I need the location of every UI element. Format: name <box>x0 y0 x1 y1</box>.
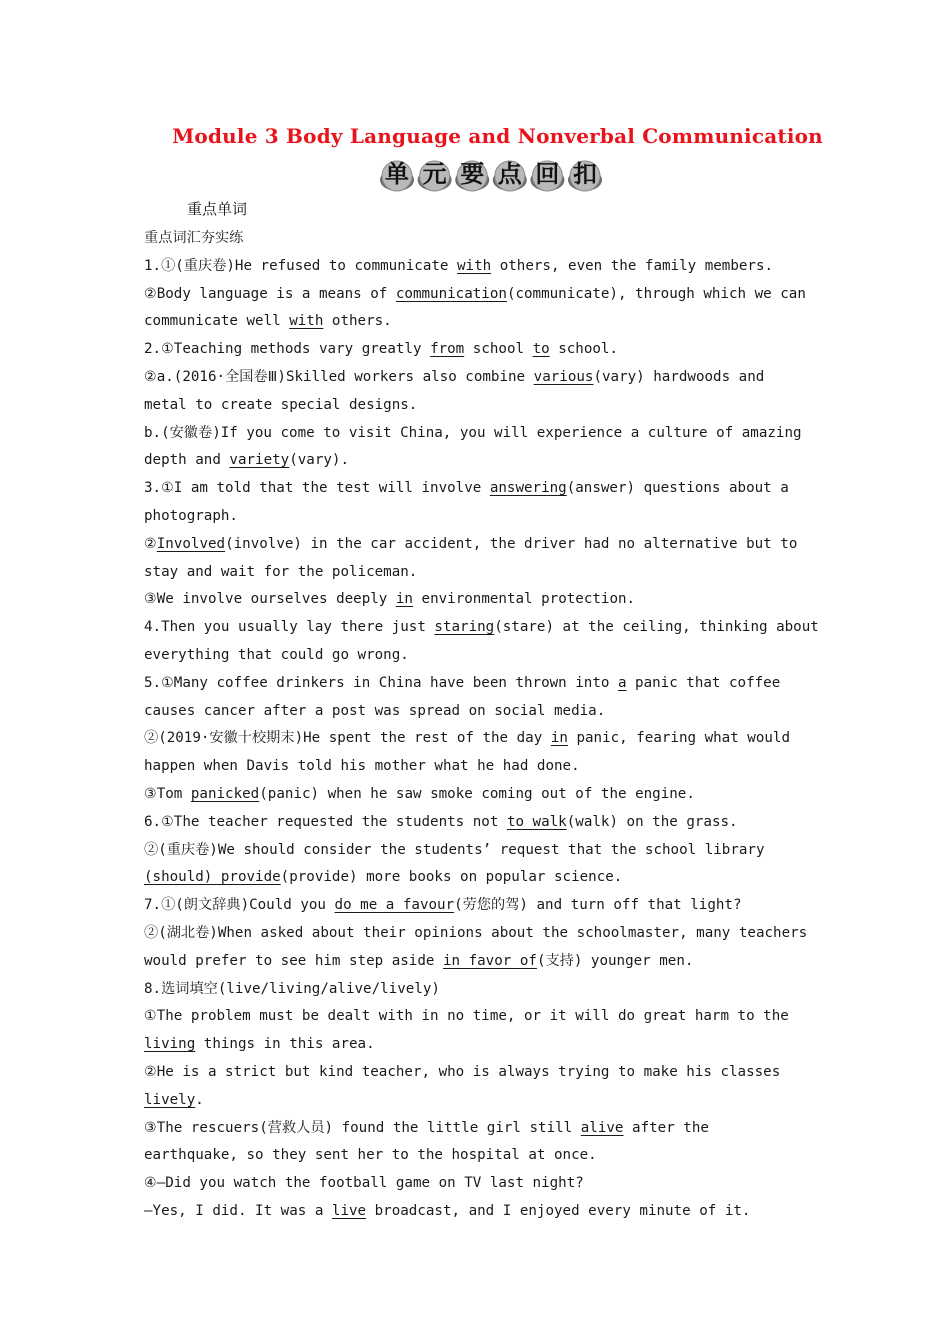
exercise-line <box>144 698 824 726</box>
answer-blank: in <box>550 730 568 747</box>
banner-char: 回 <box>535 160 560 188</box>
line-text: ②a.(2016·全国卷Ⅲ)Skilled workers also combine <box>144 368 534 385</box>
line-text: . <box>195 1091 204 1108</box>
exercise-line <box>144 1059 824 1087</box>
line-text: (panic) when he saw smoke coming out of the engine. <box>259 785 695 802</box>
exercise-line <box>144 531 824 559</box>
line-text: ②Body language is a means of <box>144 285 396 302</box>
exercise-line <box>144 864 824 892</box>
exercise-line <box>144 281 824 309</box>
exercise-line <box>144 1198 824 1226</box>
exercise-content <box>144 225 824 1226</box>
line-text: ② <box>144 535 157 552</box>
exercise-line <box>144 948 824 976</box>
line-text: ②(湖北卷)When asked about their opinions about the schoolmaster, many teachers <box>144 924 808 941</box>
answer-blank: communication <box>395 285 507 302</box>
line-text: panic, fearing what would <box>567 730 790 747</box>
answer-blank: variety <box>229 452 290 469</box>
answer-blank: do me a favour <box>334 897 455 914</box>
exercise-line <box>144 1115 824 1143</box>
banner-graphic <box>378 156 606 192</box>
line-text: (answer) questions about a <box>566 480 789 497</box>
exercise-line <box>144 586 824 614</box>
line-text: ③Tom <box>144 785 191 802</box>
line-text: (vary) hardwoods and <box>593 368 765 385</box>
line-text: photograph. <box>144 507 238 524</box>
banner-char-badge <box>530 160 564 191</box>
answer-blank: staring <box>434 619 495 636</box>
answer-blank: (should) provide <box>144 869 281 886</box>
exercise-line <box>144 392 824 420</box>
line-text: 3.①I am told that the test will involve <box>144 480 490 497</box>
line-text: 4.Then you usually lay there just <box>144 619 435 636</box>
exercise-line <box>144 725 824 753</box>
line-text: would prefer to see him step aside <box>144 952 443 969</box>
section-heading: 重点单词 <box>187 200 248 218</box>
line-text: earthquake, so they sent her to the hospital at once. <box>144 1147 597 1164</box>
line-text: broadcast, and I enjoyed every minute of it. <box>366 1202 751 1219</box>
line-text: (communicate), through which we can <box>506 285 806 302</box>
line-text: 重点词汇夯实练 <box>144 230 244 246</box>
answer-blank: in favor of <box>442 952 537 969</box>
banner-char-badge <box>493 160 527 191</box>
line-text: school <box>464 341 533 358</box>
exercise-line <box>144 1142 824 1170</box>
line-text: metal to create special designs. <box>144 396 418 413</box>
exercise-line <box>144 1170 824 1198</box>
exercise-line <box>144 253 824 281</box>
answer-blank: Involved <box>156 535 226 552</box>
banner-char: 点 <box>497 160 522 188</box>
line-text: panic that coffee <box>626 674 781 691</box>
line-text: communicate well <box>144 313 290 330</box>
line-text: 7.①(朗文辞典)Could you <box>144 897 335 914</box>
line-text: (vary). <box>289 452 350 469</box>
answer-blank: from <box>430 341 465 358</box>
answer-blank: in <box>395 591 413 608</box>
line-text: (支持) younger men. <box>536 952 694 969</box>
line-text: (stare) at the ceiling, thinking about <box>494 619 819 636</box>
exercise-line <box>144 364 824 392</box>
exercise-line <box>144 308 824 336</box>
exercise-line <box>144 1031 824 1059</box>
exercise-line <box>144 1087 824 1115</box>
answer-blank: various <box>533 368 594 385</box>
banner-char-badge <box>380 160 414 191</box>
answer-blank: panicked <box>190 785 260 802</box>
line-text: after the <box>623 1119 709 1136</box>
banner-char-badge <box>568 160 602 191</box>
line-text: ④—Did you watch the football game on TV last night? <box>144 1175 584 1192</box>
answer-blank: a <box>617 674 627 691</box>
exercise-line <box>144 892 824 920</box>
exercise-line <box>144 225 824 253</box>
line-text: ③We involve ourselves deeply <box>144 591 396 608</box>
line-text: school. <box>549 341 619 358</box>
line-text: 2.①Teaching methods vary greatly <box>144 341 431 358</box>
line-text: (involve) in the car accident, the driver had no alternative but to <box>225 535 798 552</box>
line-text: b.(安徽卷)If you come to visit China, you will experience a culture of amazing <box>144 424 802 441</box>
line-text: others. <box>323 313 392 330</box>
line-text: 5.①Many coffee drinkers in China have been thrown into <box>144 674 618 691</box>
line-text: stay and wait for the policeman. <box>144 563 418 580</box>
exercise-line <box>144 753 824 781</box>
exercise-line <box>144 503 824 531</box>
answer-blank: to walk <box>506 813 567 830</box>
banner-char: 单 <box>385 160 409 188</box>
line-text: (劳您的驾) and turn off that light? <box>454 897 742 914</box>
line-text: ②(2019·安徽十校期末)He spent the rest of the day <box>144 730 551 747</box>
line-text: 8.选词填空(live/living/alive/lively) <box>144 980 440 997</box>
line-text: depth and <box>144 452 230 469</box>
line-text: ②(重庆卷)We should consider the students’ request that the school library <box>144 841 765 858</box>
answer-blank: to <box>532 341 550 358</box>
line-text: everything that could go wrong. <box>144 646 409 663</box>
line-text: environmental protection. <box>412 591 636 608</box>
exercise-line <box>144 559 824 587</box>
line-text: ①The problem must be dealt with in no time, or it will do great harm to the <box>144 1008 789 1025</box>
exercise-line <box>144 642 824 670</box>
line-text: (provide) more books on popular science. <box>280 869 623 886</box>
exercise-line <box>144 670 824 698</box>
line-text: 6.①The teacher requested the students not <box>144 813 507 830</box>
exercise-line <box>144 920 824 948</box>
exercise-line <box>144 614 824 642</box>
line-text: ③The rescuers(营救人员) found the little girl still <box>144 1119 581 1136</box>
exercise-line <box>144 837 824 865</box>
exercise-line <box>144 976 824 1004</box>
banner-char: 扣 <box>573 160 597 188</box>
line-text: —Yes, I did. It was a <box>144 1202 332 1219</box>
exercise-line <box>144 420 824 448</box>
exercise-line <box>144 809 824 837</box>
answer-blank: with <box>289 313 324 330</box>
line-text: others, even the family members. <box>491 257 774 274</box>
banner-char: 元 <box>422 160 447 188</box>
exercise-line <box>144 475 824 503</box>
exercise-line <box>144 1003 824 1031</box>
line-text: ②He is a strict but kind teacher, who is always trying to make his classes <box>144 1063 781 1080</box>
module-title: Module 3 Body Language and Nonverbal Communication <box>172 124 823 148</box>
answer-blank: living <box>144 1036 196 1053</box>
line-text: happen when Davis told his mother what he had done. <box>144 758 580 775</box>
answer-blank: with <box>457 257 492 274</box>
unit-review-banner <box>378 156 606 192</box>
answer-blank: live <box>331 1202 367 1219</box>
exercise-line <box>144 781 824 809</box>
line-text: things in this area. <box>195 1036 375 1053</box>
line-text: (walk) on the grass. <box>566 813 738 830</box>
line-text: causes cancer after a post was spread on social media. <box>144 702 606 719</box>
answer-blank: lively <box>144 1091 196 1108</box>
answer-blank: alive <box>580 1119 624 1136</box>
line-text: 1.①(重庆卷)He refused to communicate <box>144 257 457 274</box>
exercise-line <box>144 336 824 364</box>
exercise-line <box>144 447 824 475</box>
answer-blank: answering <box>489 480 567 497</box>
banner-char-badge <box>455 160 489 191</box>
banner-char-badge <box>418 160 452 191</box>
banner-char: 要 <box>460 160 485 188</box>
